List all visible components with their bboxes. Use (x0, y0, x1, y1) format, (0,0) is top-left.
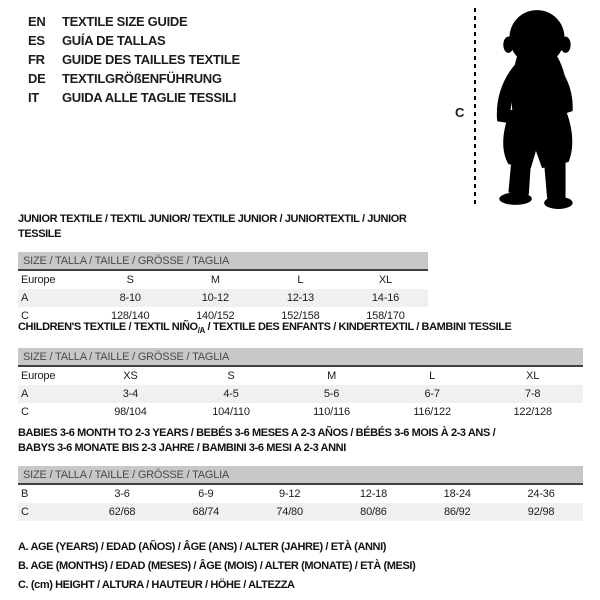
size-header-bar: SIZE / TALLA / TAILLE / GRÖSSE / TAGLIA (18, 348, 583, 366)
age-cell: 18-24 (443, 488, 471, 500)
age-cell: 9-12 (279, 488, 301, 500)
row-label: A (21, 388, 29, 401)
language-list (28, 12, 240, 107)
height-cell: 74/80 (276, 506, 303, 518)
legend-line-b: B. AGE (MONTHS) / EDAD (MESES) / ÂGE (MOIS) / ALTER (MONATE) / ETÀ (MESI) (18, 560, 416, 572)
age-cell: 24-36 (527, 488, 555, 500)
height-cell: 116/122 (413, 406, 451, 419)
height-cell: 122/128 (513, 406, 552, 419)
age-cell: 3-6 (114, 488, 130, 500)
table-row (18, 366, 583, 385)
height-cell: 140/152 (196, 310, 235, 322)
height-cell: 128/140 (111, 310, 150, 322)
babies-textile-table (18, 466, 583, 521)
size-header-bar: SIZE / TALLA / TAILLE / GRÖSSE / TAGLIA (18, 466, 583, 484)
size-cell: XS (123, 370, 138, 383)
junior-textile-table (18, 252, 428, 325)
height-cell: 110/116 (313, 406, 350, 419)
language-row (28, 12, 240, 31)
language-row (28, 50, 240, 69)
height-cell: 104/110 (212, 406, 250, 419)
age-cell: 7-8 (525, 388, 541, 401)
language-code: DE (28, 71, 46, 86)
language-title: GUIDE DES TAILLES TEXTILE (62, 52, 240, 67)
babies-textile-section (18, 426, 583, 521)
legend-line-a: A. AGE (YEARS) / EDAD (AÑOS) / ÂGE (ANS) / ALTER (JAHRE) / ETÀ (ANNI) (18, 541, 386, 553)
size-cell: M (210, 274, 220, 286)
language-row (28, 31, 240, 50)
row-label: Europe (21, 274, 56, 286)
childrens-textile-table (18, 348, 583, 421)
row-label: Europe (21, 370, 56, 383)
language-title: TEXTILGRÖßENFÜHRUNG (62, 71, 222, 86)
height-cell: 80/86 (360, 506, 387, 518)
table-row (18, 484, 583, 503)
language-code: FR (28, 52, 45, 67)
height-measure-label: C (455, 105, 465, 120)
size-cell: S (227, 370, 235, 383)
size-header-bar: SIZE / TALLA / TAILLE / GRÖSSE / TAGLIA (18, 252, 428, 270)
age-cell: 12-13 (286, 292, 314, 304)
row-label: C (21, 310, 29, 322)
size-cell: XL (378, 274, 392, 286)
age-cell: 5-6 (323, 388, 340, 401)
size-cell: L (429, 370, 436, 383)
language-row (28, 88, 240, 107)
height-measure-line (474, 8, 476, 208)
childrens-textile-title: CHILDREN'S TEXTILE / TEXTIL $NIÑO_{/A}$ / TEXTILE DES ENFANTS / KINDERTEXTIL / BAMBINI TESSILE (18, 321, 512, 336)
table-row (18, 385, 583, 403)
row-label: C (21, 406, 29, 419)
junior-textile-section (18, 212, 428, 325)
language-code: EN (28, 14, 46, 29)
height-cell: 62/68 (108, 506, 136, 518)
size-cell: L (297, 274, 304, 286)
height-cell: 86/92 (443, 506, 471, 518)
age-cell: 14-16 (371, 292, 400, 304)
row-label: C (21, 506, 29, 518)
childrens-textile-section (18, 320, 583, 421)
size-cell: XL (526, 370, 540, 383)
size-cell: S (126, 274, 134, 286)
height-cell: 92/98 (527, 506, 555, 518)
junior-textile-title: JUNIOR TEXTILE / TEXTIL JUNIOR/ TEXTILE JUNIOR / JUNIORTEXTIL / JUNIOR TESSILE (18, 213, 407, 240)
height-cell: 152/158 (281, 310, 320, 322)
language-row (28, 69, 240, 88)
baby-silhouette-icon (482, 6, 596, 210)
height-cell: 158/170 (366, 310, 405, 322)
language-title: GUIDA ALLE TAGLIE TESSILI (62, 90, 237, 105)
age-cell: 6-7 (424, 388, 440, 401)
height-cell: 98/104 (114, 406, 147, 419)
measure-legend (18, 538, 415, 595)
language-title: TEXTILE SIZE GUIDE (62, 14, 188, 29)
language-title: GUÍA DE TALLAS (62, 33, 166, 48)
table-row (18, 503, 583, 521)
height-cell: 68/74 (192, 506, 220, 518)
row-label: A (21, 292, 29, 304)
age-cell: 3-4 (122, 388, 139, 401)
age-cell: 10-12 (201, 292, 229, 304)
language-code: IT (28, 90, 39, 105)
age-cell: 6-9 (198, 488, 214, 500)
age-cell: 4-5 (223, 388, 239, 401)
size-cell: M (327, 370, 337, 383)
babies-textile-title: BABIES 3-6 MONTH TO 2-3 YEARS / BEBÉS 3-6 MESES A 2-3 AÑOS / BÉBÉS 3-6 MOIS À 2-3 ANS / BABYS 3-6 MONATE BIS 2-3 JAHRE / BAMBINI 3-6 MESI A 2-3 ANNI (18, 427, 496, 454)
table-row (18, 289, 428, 307)
row-label: B (21, 488, 29, 500)
age-cell: 12-18 (359, 488, 387, 500)
legend-line-c: C. (cm) HEIGHT / ALTURA / HAUTEUR / HÖHE / ALTEZZA (18, 579, 295, 591)
table-row (18, 270, 428, 289)
table-row (18, 403, 583, 421)
language-code: ES (28, 33, 45, 48)
age-cell: 8-10 (119, 292, 141, 304)
